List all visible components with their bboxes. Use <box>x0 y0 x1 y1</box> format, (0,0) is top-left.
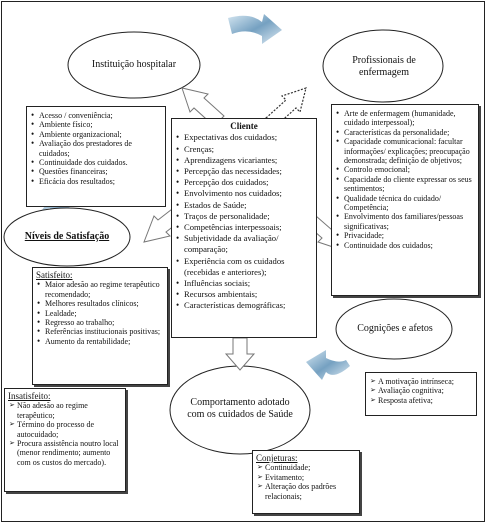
insatisfeito-box <box>4 388 126 492</box>
node-comportamento: Comportamento adotado com os cuidados de Saúde <box>187 397 293 420</box>
list-item: • Capacidade do cliente expressar os seus sentimentos; <box>335 175 475 194</box>
list-item: • Características da personalidade; <box>335 128 475 137</box>
list-item: ➢ Avaliação cognitiva; <box>369 386 473 395</box>
list-item: ➢ Continuidade; <box>256 463 356 472</box>
instituicao-items-box <box>26 106 166 207</box>
node-cognicoes: Cognições e afetos <box>357 323 433 334</box>
list-item: • Acesso / conveniência; <box>30 111 162 120</box>
list-item: • Continuidade dos cuidados. <box>30 158 162 167</box>
list-item: • Capacidade comunicacional: facultar informações/ explicações; preocupação demonstrada; definição de objetivos; <box>335 137 475 165</box>
arrow-to-comportamento <box>226 338 254 370</box>
cycle-arrow-bottom <box>306 350 350 380</box>
list-item: • Recursos ambientais; <box>175 289 313 300</box>
list-item: • Traços de personalidade; <box>175 211 313 222</box>
list-item: • Continuidade dos cuidados; <box>335 241 475 250</box>
list-item: • Qualidade técnica do cuidado/ Competência; <box>335 194 475 213</box>
list-item: ➢ A motivação intrínseca; <box>369 377 473 386</box>
insatisfeito-title: Insatisfeito: <box>8 391 51 401</box>
list-item: ➢ Evitamento; <box>256 473 356 482</box>
node-profissionais: Profissionais de enfermagem <box>352 55 416 78</box>
list-item: ➢ Procura assistência noutro local (menor rendimento; aumento com os custos do mercado). <box>8 439 122 467</box>
list-item: ➢ Alteração dos padrões relacionais; <box>256 482 356 501</box>
list-item: • Subjetividade da avaliação/ comparação; <box>175 233 313 255</box>
list-item: • Eficácia dos resultados; <box>30 177 162 186</box>
list-item: • Lealdade; <box>36 309 164 318</box>
conjeturas-box <box>252 450 360 514</box>
list-item: • Aumento da rentabilidade; <box>36 337 164 346</box>
cognicoes-items-box <box>365 372 477 416</box>
list-item: • Experiência com os cuidados (recebidas e anteriores); <box>175 256 313 278</box>
list-item: • Referências institucionais positivas; <box>36 327 164 336</box>
list-item: • Aprendizagens vicariantes; <box>175 155 313 166</box>
list-item: • Estados de Saúde; <box>175 200 313 211</box>
list-item: • Crenças; <box>175 144 313 155</box>
list-item: • Percepção das necessidades; <box>175 166 313 177</box>
node-niveis: Níveis de Satisfação <box>24 231 110 242</box>
cliente-box <box>171 118 317 338</box>
list-item: • Envolvimento dos familiares/pessoas significativas; <box>335 212 475 231</box>
list-item: • Ambiente organizacional; <box>30 130 162 139</box>
list-item: • Controlo emocional; <box>335 165 475 174</box>
list-item: ➢ Não adesão ao regime terapêutico; <box>8 401 122 420</box>
conjeturas-title: Conjeturas: <box>256 453 298 463</box>
list-item: • Influências sociais; <box>175 278 313 289</box>
list-item: • Regresso ao trabalho; <box>36 318 164 327</box>
list-item: • Ambiente físico; <box>30 120 162 129</box>
satisfeito-box <box>32 267 168 385</box>
list-item: • Melhores resultados clínicos; <box>36 299 164 308</box>
cliente-title: Cliente <box>230 121 258 131</box>
satisfeito-title: Satisfeito: <box>36 270 73 280</box>
node-instituicao: Instituição hospitalar <box>91 59 177 70</box>
list-item: • Competências interpessoais; <box>175 222 313 233</box>
list-item: • Questões financeiras; <box>30 167 162 176</box>
list-item: • Avaliação dos prestadores de cuidados; <box>30 139 162 158</box>
cycle-arrow-top <box>228 14 282 44</box>
list-item: • Privacidade; <box>335 231 475 240</box>
list-item: • Envolvimento nos cuidados; <box>175 188 313 199</box>
list-item: • Expectativas dos cuidados; <box>175 132 313 143</box>
list-item: • Arte de enfermagem (humanidade, cuidado interpessoal); <box>335 109 475 128</box>
list-item: ➢ Resposta afetiva; <box>369 396 473 405</box>
list-item: • Características demográficas; <box>175 300 313 311</box>
list-item: ➢ Término do processo de autocuidado; <box>8 420 122 439</box>
profissionais-items-box <box>331 104 479 296</box>
list-item: • Percepção dos cuidados; <box>175 177 313 188</box>
list-item: • Maior adesão ao regime terapêutico recomendado; <box>36 280 164 299</box>
